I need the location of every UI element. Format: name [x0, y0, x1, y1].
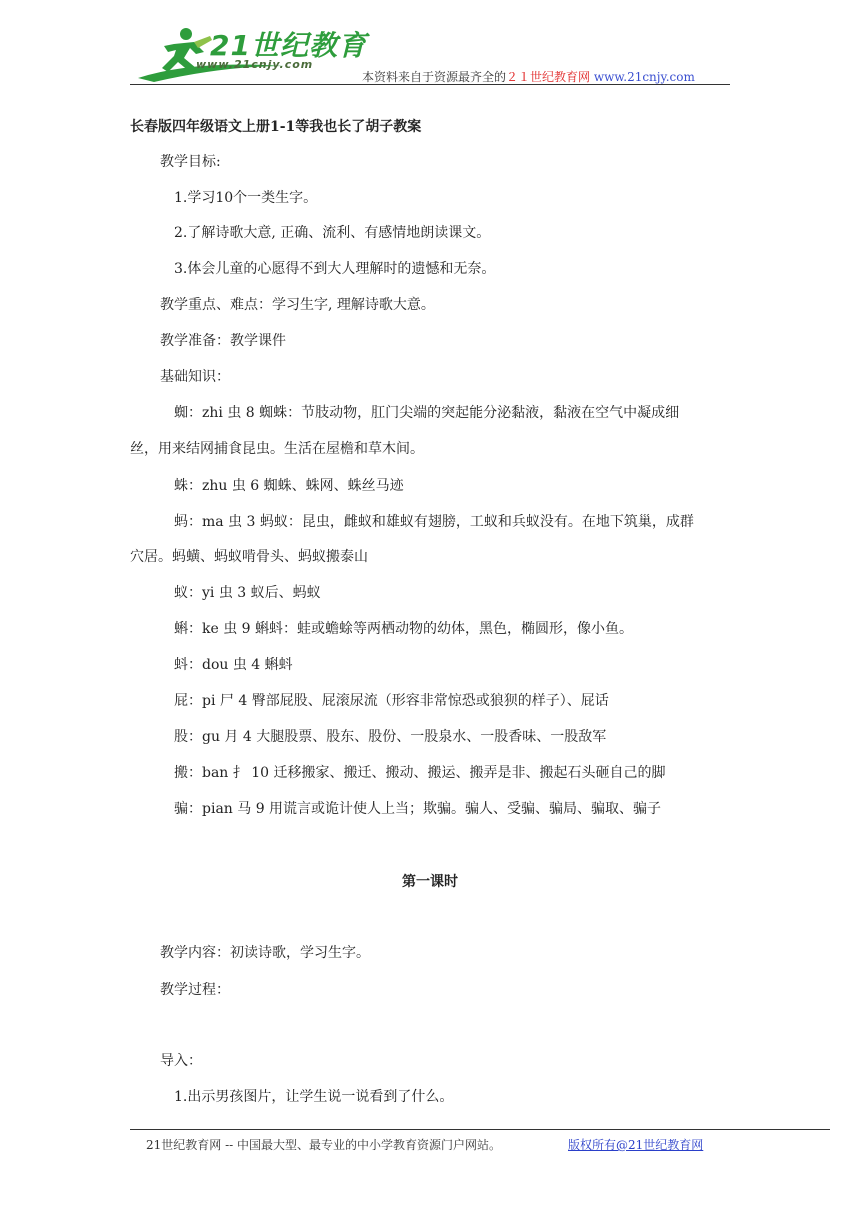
text-line: 蚁：yi 虫 3 蚁后、蚂蚁 — [174, 585, 321, 601]
header-divider — [130, 84, 730, 85]
text-line: 蝌：ke 虫 9 蝌蚪：蛙或蟾蜍等两栖动物的幼体，黑色，椭圆形，像小鱼。 — [174, 621, 634, 637]
text-line: 股：gu 月 4 大腿股票、股东、股份、一股泉水、一股香味、一股敌军 — [174, 729, 607, 745]
text-line: 1.出示男孩图片，让学生说一说看到了什么。 — [174, 1089, 454, 1105]
text-line: 基础知识： — [160, 369, 230, 385]
text-line: 丝，用来结网捕食昆虫。生活在屋檐和草木间。 — [130, 441, 424, 457]
copyright-link[interactable]: 版权所有@21世纪教育网 — [568, 1138, 704, 1152]
footer-text: 21世纪教育网 -- 中国最大型、最专业的中小学教育资源门户网站。 — [146, 1138, 502, 1152]
logo-url: www.21cnjy.com — [196, 58, 314, 71]
text-line: 蛛：zhu 虫 6 蜘蛛、蛛网、蛛丝马迹 — [174, 478, 404, 494]
logo-wordmark: 21世纪教育 — [210, 29, 367, 62]
text-line: 搬：ban 扌 10 迁移搬家、搬迁、搬动、搬运、搬弄是非、搬起石头砸自己的脚 — [174, 765, 666, 781]
header-note-brand: ２１世纪教育网 — [506, 70, 591, 84]
document-title: 长春版四年级语文上册1-1等我也长了胡子教案 — [130, 119, 422, 135]
text-line: 骗：pian 马 9 用谎言或诡计使人上当；欺骗。骗人、受骗、骗局、骗取、骗子 — [174, 801, 662, 817]
text-line: 屁：pi 尸 4 臀部屁股、屁滚尿流（形容非常惊恐或狼狈的样子）、屁话 — [174, 693, 609, 709]
text-line: 蚪：dou 虫 4 蝌蚪 — [174, 657, 293, 673]
text-line: 3.体会儿童的心愿得不到大人理解时的遗憾和无奈。 — [174, 261, 496, 277]
text-line: 1.学习10个一类生字。 — [174, 190, 318, 206]
text-line: 教学目标: — [160, 154, 221, 170]
text-line: 教学过程： — [160, 982, 230, 998]
header-note-url[interactable]: www.21cnjy.com — [593, 70, 695, 84]
text-line: 导入： — [160, 1053, 202, 1069]
text-line: 蚂：ma 虫 3 蚂蚁：昆虫，雌蚁和雄蚁有翅膀，工蚁和兵蚁没有。在地下筑巢，成群 — [174, 514, 694, 530]
header-note-prefix: 本资料来自于资源最齐全的 — [362, 70, 507, 84]
text-line: 2.了解诗歌大意, 正确、流利、有感情地朗读课文。 — [174, 225, 491, 241]
text-line: 蜘：zhi 虫 8 蜘蛛：节肢动物，肛门尖端的突起能分泌黏液，黏液在空气中凝成细 — [174, 405, 680, 421]
text-line: 穴居。蚂蟥、蚂蚁啃骨头、蚂蚁搬泰山 — [130, 549, 368, 565]
text-line: 教学重点、难点：学习生字, 理解诗歌大意。 — [160, 297, 435, 313]
text-line: 教学准备：教学课件 — [160, 333, 286, 349]
header-note — [362, 68, 695, 85]
section-title: 第一课时 — [402, 874, 458, 890]
footer-divider — [130, 1129, 830, 1130]
text-line: 教学内容：初读诗歌，学习生字。 — [160, 945, 370, 961]
